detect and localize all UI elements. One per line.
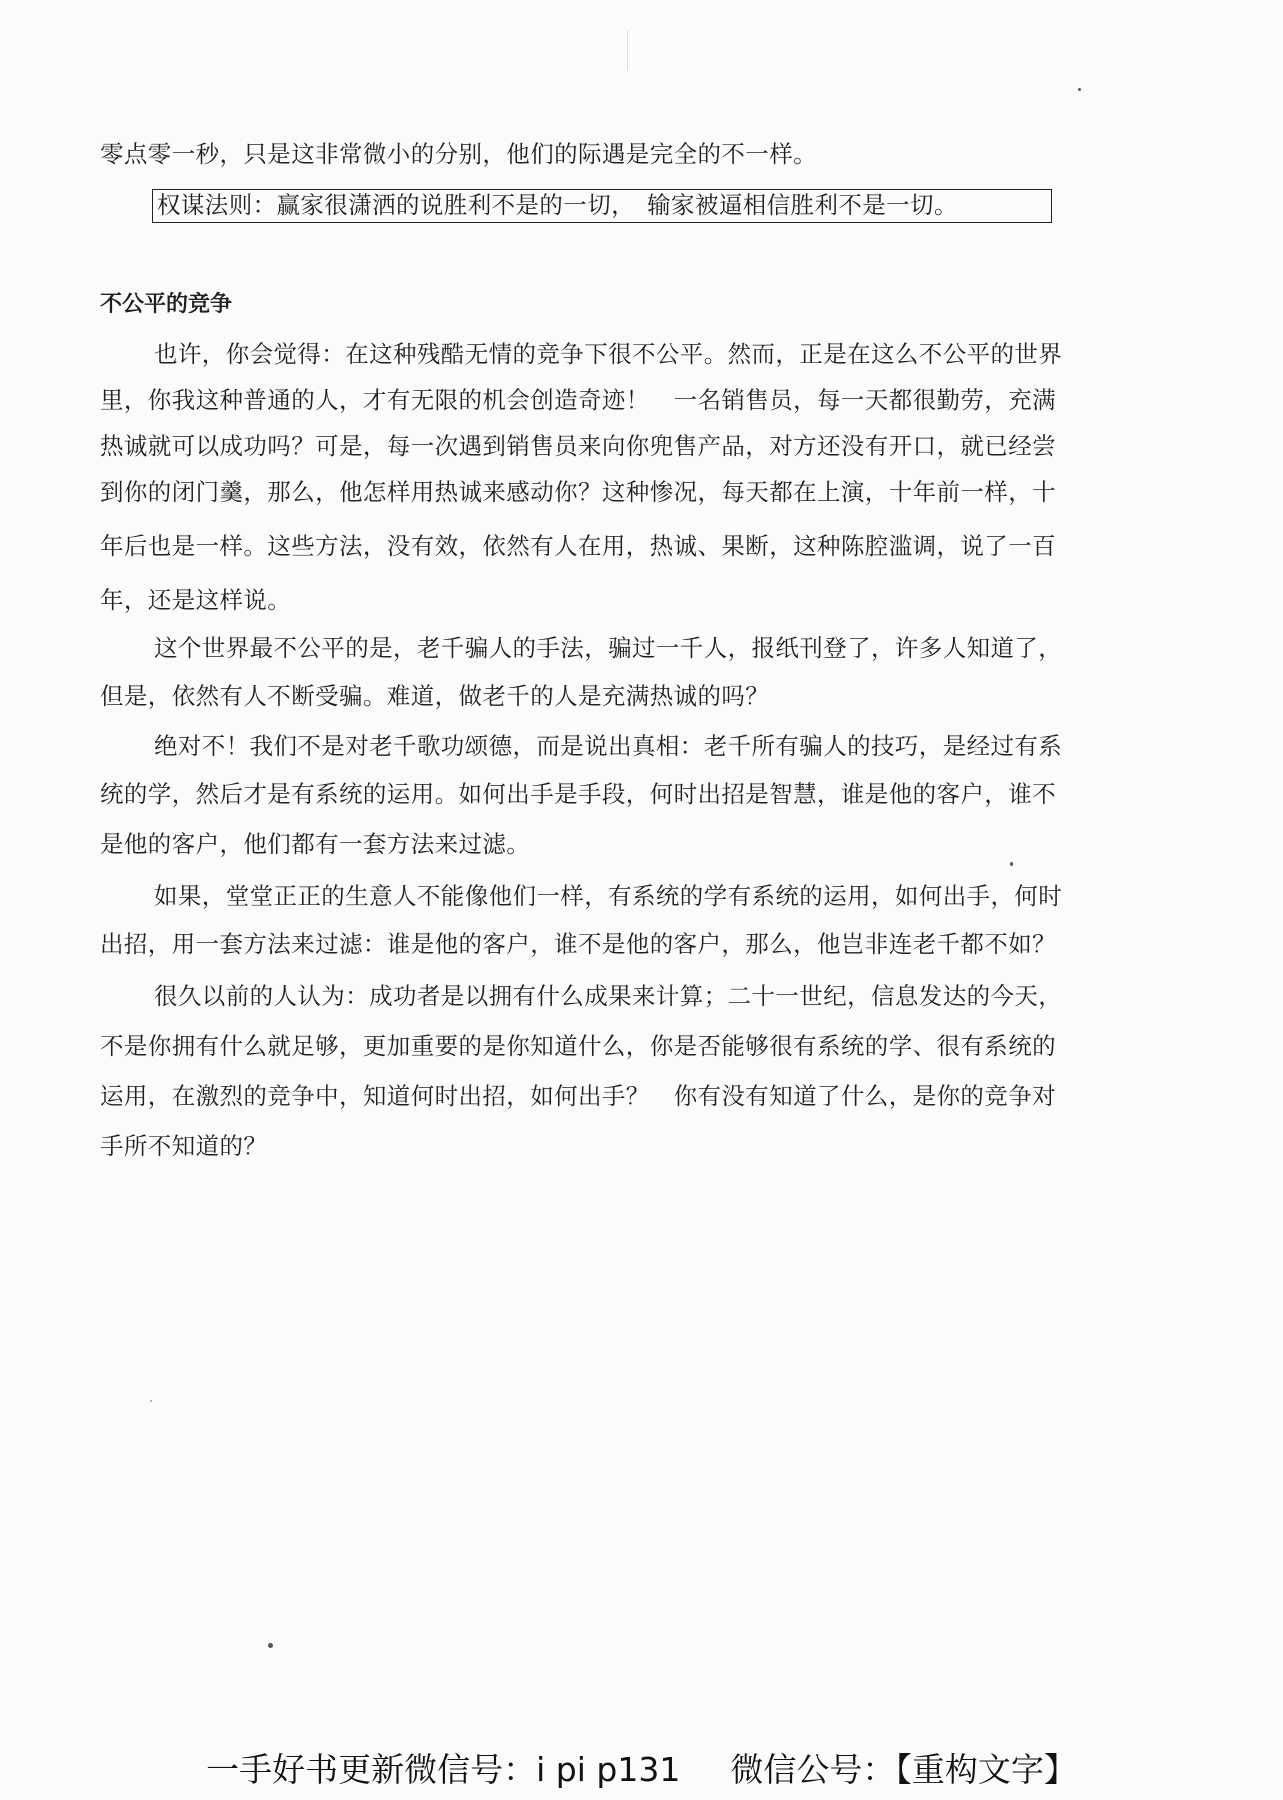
text-line: 运用，在激烈的竞争中，知道何时出招，如何出手？ 你有没有知道了什么，是你的竞争对 <box>100 1082 1056 1110</box>
scan-speck <box>1078 88 1081 91</box>
text-line: 也许，你会觉得：在这种残酷无情的竞争下很不公平。然而，正是在这么不公平的世界 <box>154 340 1063 368</box>
text-line: 但是，依然有人不断受骗。难道，做老千的人是充满热诚的吗？ <box>100 682 770 710</box>
scan-speck <box>268 1643 273 1648</box>
text-line: 零点零一秒，只是这非常微小的分别，他们的际遇是完全的不一样。 <box>100 140 817 168</box>
text-line: 不是你拥有什么就足够，更加重要的是你知道什么，你是否能够很有系统的学、很有系统的 <box>100 1032 1056 1060</box>
text-line: 很久以前的人认为：成功者是以拥有什么成果来计算；二十一世纪，信息发达的今天， <box>154 982 1063 1010</box>
text-line: 绝对不！我们不是对老千歌功颂德，而是说出真相：老千所有骗人的技巧，是经过有系 <box>154 732 1063 760</box>
text-line: 出招，用一套方法来过滤：谁是他的客户，谁不是他的客户，那么，他岂非连老千都不如？ <box>100 930 1056 958</box>
scan-speck <box>1010 862 1013 866</box>
footer-wechat-account: 微信公号：【重构文字】 <box>730 1750 1077 1789</box>
text-line: 手所不知道的？ <box>100 1132 268 1160</box>
footer-banner <box>0 1748 1283 1792</box>
text-line: 到你的闭门羹，那么，他怎样用热诚来感动你？这种惨况，每天都在上演，十年前一样，十 <box>100 478 1056 506</box>
scan-speck <box>150 1400 152 1402</box>
text-line: 统的学，然后才是有系统的运用。如何出手是手段，何时出招是智慧，谁是他的客户，谁不 <box>100 780 1056 808</box>
scan-artifact <box>627 30 628 70</box>
text-line: 是他的客户，他们都有一套方法来过滤。 <box>100 830 531 858</box>
rule-box: 权谋法则：赢家很潇洒的说胜利不是的一切， 输家被逼相信胜利不是一切。 <box>152 189 1052 223</box>
text-line: 年后也是一样。这些方法，没有效，依然有人在用，热诚、果断，这种陈腔滥调，说了一百 <box>100 532 1056 560</box>
text-line: 如果，堂堂正正的生意人不能像他们一样，有系统的学有系统的运用，如何出手，何时 <box>154 882 1063 910</box>
footer-wechat-id: 一手好书更新微信号：i pi p131 <box>206 1750 681 1789</box>
text-line: 年，还是这样说。 <box>100 586 292 614</box>
text-line: 里，你我这种普通的人，才有无限的机会创造奇迹！ 一名销售员，每一天都很勤劳，充满 <box>100 386 1056 414</box>
text-line: 热诚就可以成功吗？可是，每一次遇到销售员来向你兜售产品，对方还没有开口，就已经尝 <box>100 432 1056 460</box>
text-line: 这个世界最不公平的是，老千骗人的手法，骗过一千人，报纸刊登了，许多人知道了， <box>154 634 1063 662</box>
section-heading: 不公平的竞争 <box>100 292 233 317</box>
